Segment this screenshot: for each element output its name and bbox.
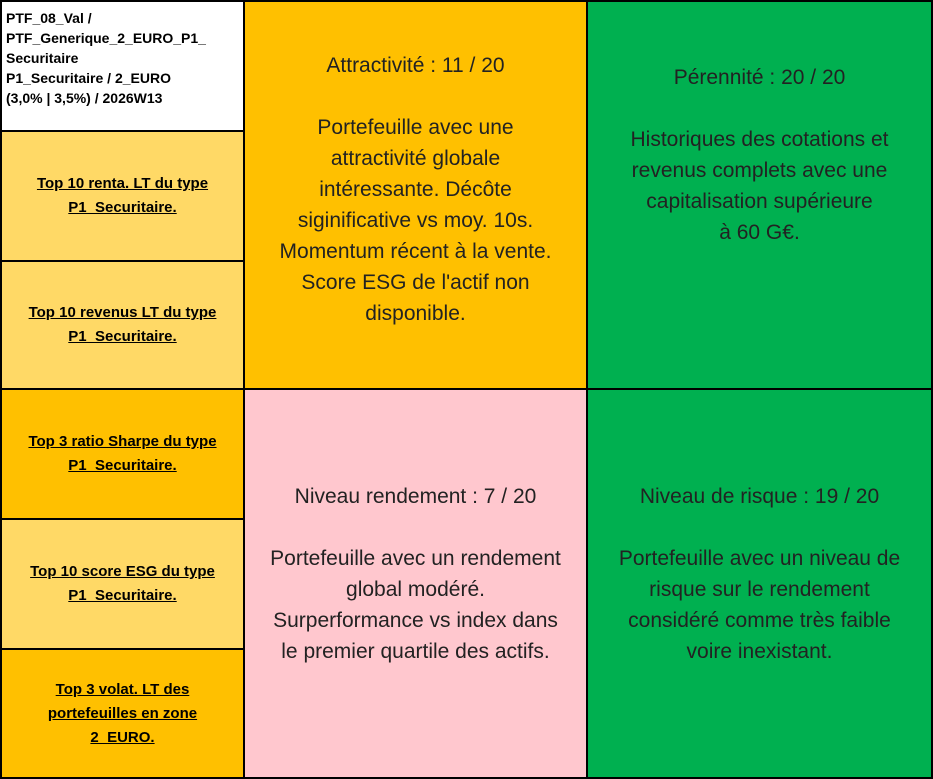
link-cell-top3-sharpe [1,389,244,519]
perennite-title: Pérennité : 20 / 20 [673,66,846,89]
risque-panel [587,389,932,778]
perennite-body: Historiques des cotations et revenus complets avec une capitalisation supérieure à 60 G€. [630,128,889,244]
top10-esg-link[interactable]: Top 10 score ESG du type P1_Securitaire. [30,563,215,604]
portfolio-header: PTF_08_Val / PTF_Generique_2_EURO_P1_ Securitaire P1_Securitaire / 2_EURO (3,0% | 3,5%) / 2026W13 [1,1,244,131]
attractivite-panel [244,1,587,389]
risque-title: Niveau de risque : 19 / 20 [639,484,880,508]
rendement-title: Niveau rendement : 7 / 20 [294,484,537,508]
link-cell-top10-esg [1,519,244,649]
rendement-panel [244,389,587,778]
link-cell-top10-revenus [1,261,244,389]
top3-sharpe-link[interactable]: Top 3 ratio Sharpe du type P1_Securitaire. [28,433,217,474]
top10-renta-link[interactable]: Top 10 renta. LT du type P1_Securitaire. [36,175,209,216]
link-cell-top10-renta [1,131,244,261]
top3-volat-link[interactable]: Top 3 volat. LT des portefeuilles en zone 2_EURO. [47,680,198,746]
link-cell-top3-volat [1,649,244,778]
top10-revenus-link[interactable]: Top 10 revenus LT du type P1_Securitaire. [28,304,217,345]
attractivite-title: Attractivité : 11 / 20 [326,53,505,77]
attractivite-body: Portefeuille avec une attractivité globale intéressante. Décôte siginificative vs moy. 10s. Momentum récent à la vente. Score ESG de l'actif non disponible. [279,115,552,325]
risque-body: Portefeuille avec un niveau de risque sur le rendement considéré comme très faible voire inexistant. [618,546,901,663]
perennite-panel [587,1,932,389]
rendement-body: Portefeuille avec un rendement global modéré. Surperformance vs index dans le premier quartile des actifs. [270,546,561,663]
